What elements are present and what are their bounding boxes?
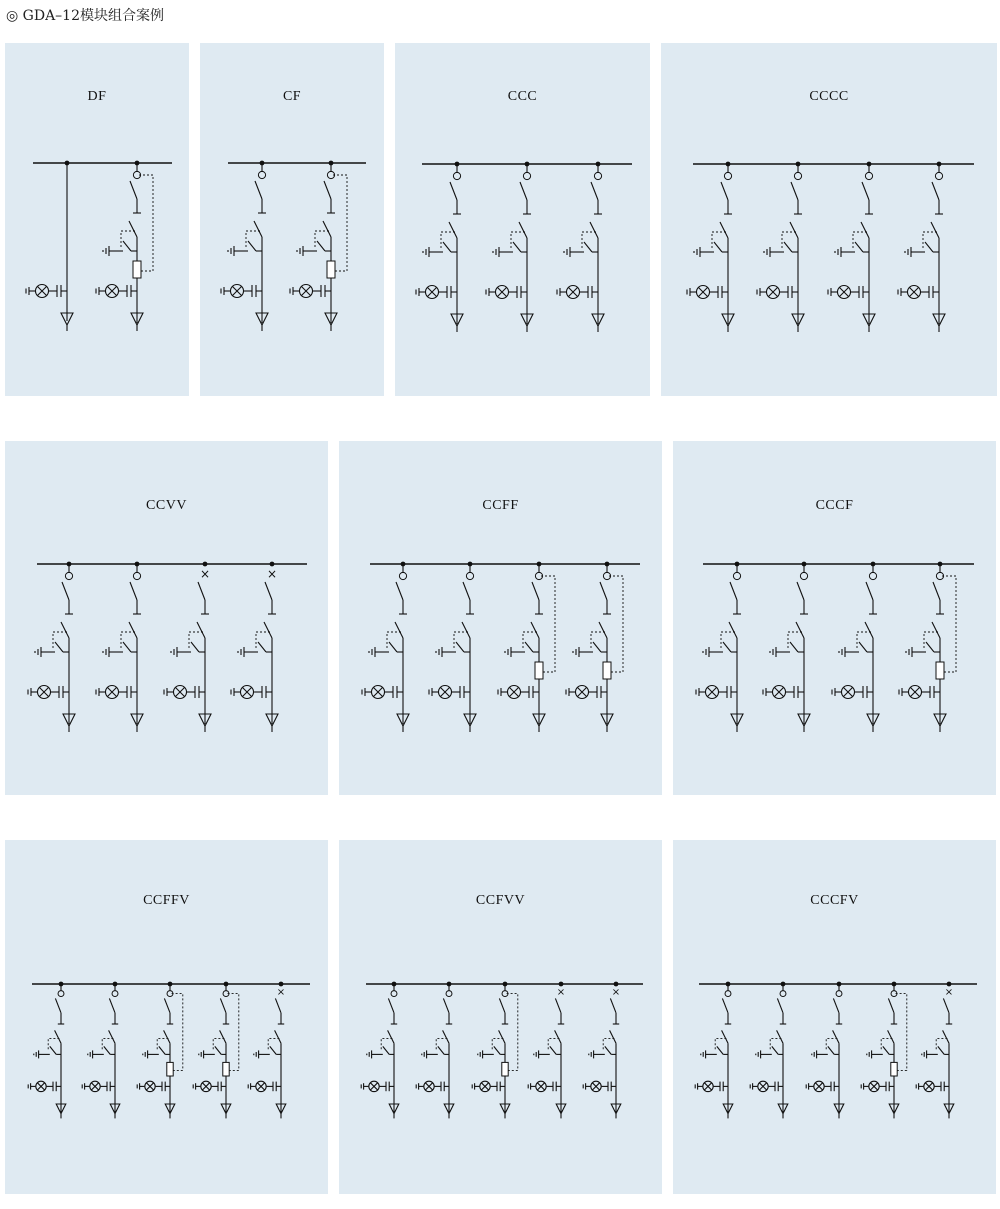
panel-title: CCVV <box>146 498 187 513</box>
single-line-diagram <box>5 441 328 795</box>
breaker-blade <box>109 1030 115 1043</box>
panel-title: CCFF <box>482 498 519 513</box>
earthing-link <box>315 231 329 247</box>
panel-ccfvv <box>339 840 662 1194</box>
breaker-blade <box>531 622 539 638</box>
bus-junction-dot <box>270 562 275 567</box>
earth-switch-blade <box>593 642 601 652</box>
earthing-link <box>788 632 802 648</box>
fuse-icon <box>502 1062 508 1076</box>
disconnector-blade <box>943 998 949 1012</box>
breaker-blade <box>943 1030 949 1043</box>
earth-switch-blade <box>55 642 63 652</box>
earth-switch-blade <box>494 1046 500 1054</box>
diagram-group <box>26 161 172 331</box>
disconnector-blade <box>932 182 939 200</box>
earthing-link <box>782 232 796 248</box>
earthing-link <box>48 1038 59 1051</box>
disconnector-blade <box>866 582 873 600</box>
disconnector-blade <box>130 181 137 199</box>
breaker-blade <box>777 1030 783 1043</box>
earth-switch-blade <box>317 241 325 251</box>
breaker-blade <box>55 1030 61 1043</box>
module-c-3 <box>828 162 875 332</box>
sensor-icon <box>724 172 731 179</box>
sensor-icon <box>594 172 601 179</box>
breaker-blade <box>220 1030 226 1043</box>
earth-switch-blade <box>258 642 266 652</box>
fuse-trip-link <box>507 994 518 1071</box>
earthing-link <box>721 632 735 648</box>
sensor-icon <box>836 991 842 997</box>
breaker-blade <box>932 622 940 638</box>
cross-mark: × <box>266 567 278 581</box>
disconnector-blade <box>55 998 61 1012</box>
module-c-4 <box>898 162 945 332</box>
panel-title: DF <box>87 89 107 104</box>
fuse-icon <box>167 1062 173 1076</box>
breaker-blade <box>790 222 798 238</box>
earth-switch-blade <box>443 242 451 252</box>
bus-junction-dot <box>203 562 208 567</box>
breaker-blade <box>720 222 728 238</box>
earth-switch-blade <box>926 642 934 652</box>
disconnector-blade <box>198 582 205 600</box>
module-c-1 <box>362 562 409 732</box>
cross-mark: × <box>944 987 954 999</box>
earthing-link <box>826 1038 837 1051</box>
fuse-icon <box>535 662 543 679</box>
earthing-link <box>256 632 270 648</box>
single-line-diagram <box>339 840 662 1194</box>
module-c-2 <box>82 982 120 1119</box>
diagram-group <box>362 562 640 732</box>
sensor-icon <box>800 572 807 579</box>
module-c-1 <box>361 982 399 1119</box>
breaker-blade <box>590 222 598 238</box>
single-line-diagram <box>661 43 997 396</box>
earth-switch-blade <box>456 642 464 652</box>
fuse-trip-link <box>609 576 623 672</box>
disconnector-blade <box>862 182 869 200</box>
earthing-link <box>523 632 537 648</box>
disconnector-blade <box>730 582 737 600</box>
module-c-1 <box>687 162 734 332</box>
earthing-link <box>548 1038 559 1051</box>
fuse-trip-link <box>541 576 555 672</box>
sensor-icon <box>466 572 473 579</box>
breaker-blade <box>499 1030 505 1043</box>
module-c-2 <box>757 162 804 332</box>
panel-title: CCCFV <box>810 893 859 908</box>
earthing-link <box>102 1038 113 1051</box>
breaker-blade <box>129 221 137 237</box>
disconnector-blade <box>722 998 728 1012</box>
fuse-icon <box>891 1062 897 1076</box>
earthing-link <box>603 1038 614 1051</box>
sensor-icon <box>133 572 140 579</box>
breaker-blade <box>865 622 873 638</box>
disconnector-blade <box>463 582 470 600</box>
earth-switch-blade <box>855 242 863 252</box>
earthing-link <box>715 1038 726 1051</box>
earthing-link <box>881 1038 892 1051</box>
sensor-icon <box>523 172 530 179</box>
module-c-3 <box>557 162 604 332</box>
disconnector-blade <box>797 582 804 600</box>
breaker-blade <box>555 1030 561 1043</box>
breaker-blade <box>254 221 262 237</box>
earthing-link <box>591 632 605 648</box>
single-line-diagram <box>673 840 996 1194</box>
module-v-4 <box>528 982 566 1119</box>
earth-switch-blade <box>248 241 256 251</box>
diagram-group <box>28 562 307 732</box>
disconnector-blade <box>791 182 798 200</box>
panel-ccff <box>339 441 662 795</box>
module-v-5 <box>583 982 621 1119</box>
disconnector-blade <box>933 582 940 600</box>
module-c-2 <box>750 982 788 1119</box>
earth-switch-blade <box>50 1046 56 1054</box>
diagram-group <box>361 982 643 1119</box>
disconnector-blade <box>888 998 894 1012</box>
earth-switch-blade <box>717 1046 723 1054</box>
breaker-blade <box>729 622 737 638</box>
module-c-1 <box>416 162 463 332</box>
earthing-link <box>924 632 938 648</box>
disconnector-blade <box>130 582 137 600</box>
module-f-4 <box>193 982 239 1119</box>
fuse-trip-link <box>172 994 183 1071</box>
breaker-blade <box>449 222 457 238</box>
earthing-link <box>189 632 203 648</box>
breaker-blade <box>164 1030 170 1043</box>
earth-switch-blade <box>772 1046 778 1054</box>
earthing-link <box>770 1038 781 1051</box>
cross-mark: × <box>276 987 286 999</box>
breaker-blade <box>833 1030 839 1043</box>
single-line-diagram <box>200 43 384 396</box>
disconnector-blade <box>164 998 170 1012</box>
breaker-blade <box>61 622 69 638</box>
module-c-2 <box>486 162 533 332</box>
earthing-link <box>53 632 67 648</box>
module-f-4 <box>566 562 623 732</box>
module-v-3 <box>164 562 211 732</box>
sensor-icon <box>391 991 397 997</box>
earth-switch-blade <box>883 1046 889 1054</box>
diagram-group <box>695 982 977 1119</box>
sensor-icon <box>112 991 118 997</box>
disconnector-blade <box>255 181 262 199</box>
earthing-link <box>936 1038 947 1051</box>
earthing-link <box>387 632 401 648</box>
earth-switch-blade <box>191 642 199 652</box>
module-v-4 <box>231 562 278 732</box>
sensor-icon <box>935 172 942 179</box>
earthing-link <box>923 232 937 248</box>
fuse-trip-link <box>942 576 956 672</box>
earthing-link <box>712 232 726 248</box>
disconnector-blade <box>62 582 69 600</box>
sensor-icon <box>794 172 801 179</box>
module-c-2 <box>429 562 476 732</box>
diagram-group <box>687 162 974 332</box>
sensor-icon <box>65 572 72 579</box>
module-c-1 <box>696 562 743 732</box>
module-f-3 <box>472 982 518 1119</box>
earthing-link <box>268 1038 279 1051</box>
module-v-5 <box>248 982 286 1119</box>
disconnector-blade <box>324 181 331 199</box>
breaker-blade <box>275 1030 281 1043</box>
sensor-icon <box>865 172 872 179</box>
earthing-link <box>582 232 596 248</box>
sensor-icon <box>869 572 876 579</box>
breaker-blade <box>931 222 939 238</box>
module-f-4 <box>861 982 907 1119</box>
breaker-blade <box>323 221 331 237</box>
disconnector-blade <box>555 998 561 1012</box>
earthing-link <box>853 232 867 248</box>
module-c-2 <box>96 562 143 732</box>
panel-cccfv <box>673 840 996 1194</box>
disconnector-blade <box>443 998 449 1012</box>
earth-switch-blade <box>584 242 592 252</box>
panel-ccvv <box>5 441 328 795</box>
breaker-blade <box>722 1030 728 1043</box>
single-line-diagram <box>673 441 996 795</box>
earth-switch-blade <box>389 642 397 652</box>
earth-switch-blade <box>159 1046 165 1054</box>
disconnector-blade <box>591 182 598 200</box>
breaker-blade <box>395 622 403 638</box>
fuse-icon <box>327 261 335 278</box>
fuse-icon <box>603 662 611 679</box>
disconnector-blade <box>109 998 115 1012</box>
earth-switch-blade <box>714 242 722 252</box>
disconnector-blade <box>220 998 226 1012</box>
earthing-link <box>213 1038 224 1051</box>
sensor-icon <box>733 572 740 579</box>
single-line-diagram <box>339 441 662 795</box>
earth-switch-blade <box>828 1046 834 1054</box>
breaker-blade <box>388 1030 394 1043</box>
earth-switch-blade <box>525 642 533 652</box>
panel-ccffv <box>5 840 328 1194</box>
earth-switch-blade <box>123 642 131 652</box>
disconnector-blade <box>600 582 607 600</box>
module-f-2 <box>96 161 153 331</box>
breaker-blade <box>861 222 869 238</box>
breaker-blade <box>197 622 205 638</box>
earth-switch-blade <box>790 642 798 652</box>
earth-switch-blade <box>605 1046 611 1054</box>
fuse-trip-link <box>139 175 153 271</box>
module-f-2 <box>290 161 347 331</box>
earthing-link <box>454 632 468 648</box>
single-line-diagram <box>5 43 189 396</box>
sensor-icon <box>446 991 452 997</box>
module-c-3 <box>832 562 879 732</box>
earth-switch-blade <box>550 1046 556 1054</box>
earth-switch-blade <box>383 1046 389 1054</box>
panel-ccc <box>395 43 650 396</box>
panel-title: CCCC <box>809 89 849 104</box>
earthing-link <box>441 232 455 248</box>
earth-switch-blade <box>104 1046 110 1054</box>
earthing-link <box>492 1038 503 1051</box>
module-c-1 <box>695 982 733 1119</box>
panel-title: CCC <box>507 89 538 104</box>
breaker-blade <box>264 622 272 638</box>
cross-mark: × <box>199 567 211 581</box>
panel-cf <box>200 43 384 396</box>
disconnector-blade <box>450 182 457 200</box>
fuse-trip-link <box>896 994 907 1071</box>
disconnector-blade <box>777 998 783 1012</box>
disconnector-blade <box>532 582 539 600</box>
earthing-link <box>381 1038 392 1051</box>
panel-cccc <box>661 43 997 396</box>
breaker-blade <box>443 1030 449 1043</box>
earthing-link <box>246 231 260 247</box>
diagram-group <box>28 982 310 1119</box>
fuse-icon <box>936 662 944 679</box>
module-c-1 <box>28 562 75 732</box>
module-v-5 <box>916 982 954 1119</box>
sensor-icon <box>453 172 460 179</box>
disconnector-blade <box>265 582 272 600</box>
breaker-blade <box>888 1030 894 1043</box>
breaker-blade <box>610 1030 616 1043</box>
module-c-2 <box>763 562 810 732</box>
module-c-1 <box>28 982 66 1119</box>
breaker-blade <box>462 622 470 638</box>
earthing-link <box>121 632 135 648</box>
panel-title: CCFFV <box>143 893 190 908</box>
disconnector-blade <box>721 182 728 200</box>
panel-title: CF <box>282 89 302 104</box>
fuse-icon <box>223 1062 229 1076</box>
earthing-link <box>857 632 871 648</box>
module-f-4 <box>899 562 956 732</box>
diagram-group <box>221 161 366 331</box>
breaker-blade <box>519 222 527 238</box>
earth-switch-blade <box>123 241 131 251</box>
panel-cccf <box>673 441 996 795</box>
page-header: ◎ GDA–12模块组合案例 <box>6 8 164 24</box>
earthing-link <box>157 1038 168 1051</box>
panel-df <box>5 43 189 396</box>
disconnector-blade <box>275 998 281 1012</box>
sensor-icon <box>58 991 64 997</box>
module-f-3 <box>498 562 555 732</box>
cross-mark: × <box>556 987 566 999</box>
earthing-link <box>511 232 525 248</box>
fuse-trip-link <box>228 994 239 1071</box>
diagram-group <box>696 562 974 732</box>
earth-switch-blade <box>859 642 867 652</box>
bus-junction-dot <box>559 982 564 987</box>
panel-title: CCCF <box>815 498 854 513</box>
diagram-group <box>416 162 632 332</box>
earth-switch-blade <box>438 1046 444 1054</box>
cross-mark: × <box>611 987 621 999</box>
earthing-link <box>436 1038 447 1051</box>
disconnector-blade <box>833 998 839 1012</box>
sensor-icon <box>725 991 731 997</box>
panel-title: CCFVV <box>475 893 526 908</box>
breaker-blade <box>129 622 137 638</box>
fuse-icon <box>133 261 141 278</box>
earthing-link <box>121 231 135 247</box>
module-d-1 <box>26 161 73 331</box>
disconnector-blade <box>520 182 527 200</box>
sensor-icon <box>258 171 265 178</box>
single-line-diagram <box>5 840 328 1194</box>
module-f-3 <box>137 982 183 1119</box>
earth-switch-blade <box>723 642 731 652</box>
earth-switch-blade <box>513 242 521 252</box>
earth-switch-blade <box>784 242 792 252</box>
single-line-diagram <box>395 43 650 396</box>
disconnector-blade <box>396 582 403 600</box>
disconnector-blade <box>499 998 505 1012</box>
bus-junction-dot <box>947 982 952 987</box>
fuse-trip-link <box>333 175 347 271</box>
module-c-2 <box>416 982 454 1119</box>
disconnector-blade <box>388 998 394 1012</box>
breaker-blade <box>599 622 607 638</box>
earth-switch-blade <box>215 1046 221 1054</box>
module-c-3 <box>806 982 844 1119</box>
earth-switch-blade <box>938 1046 944 1054</box>
bus-junction-dot <box>614 982 619 987</box>
earth-switch-blade <box>270 1046 276 1054</box>
earth-switch-blade <box>925 242 933 252</box>
module-c-1 <box>221 161 268 331</box>
sensor-icon <box>780 991 786 997</box>
disconnector-blade <box>610 998 616 1012</box>
breaker-blade <box>796 622 804 638</box>
bus-junction-dot <box>279 982 284 987</box>
sensor-icon <box>399 572 406 579</box>
